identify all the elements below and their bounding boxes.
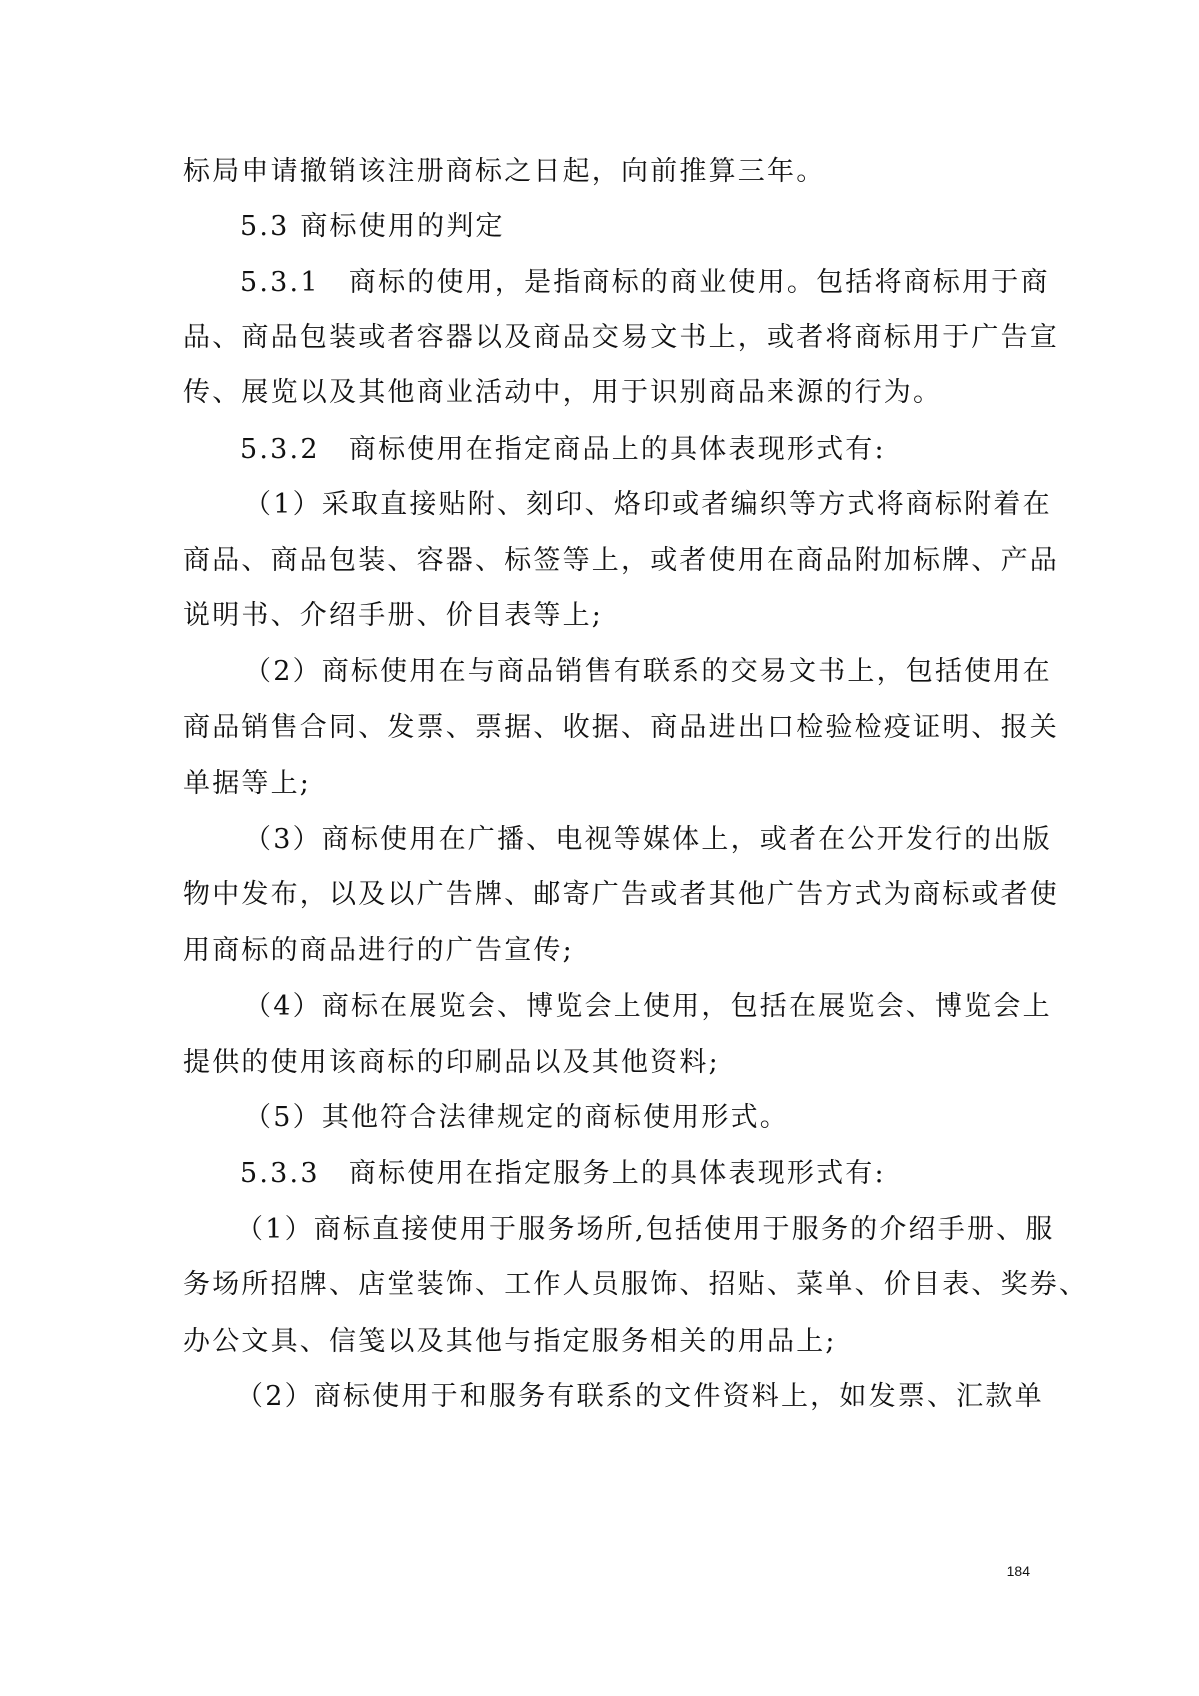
text-line: 用商标的商品进行的广告宣传;: [183, 935, 574, 966]
text-line: 商品销售合同、发票、票据、收据、商品进出口检验检疫证明、报关: [183, 712, 1059, 743]
text-line: 说明书、介绍手册、价目表等上;: [183, 600, 604, 631]
text-line: 物中发布，以及以广告牌、邮寄广告或者其他广告方式为商标或者使: [183, 879, 1059, 910]
text-line: （2）商标使用在与商品销售有联系的交易文书上，包括使用在: [244, 656, 1052, 687]
text-line: （5）其他符合法律规定的商标使用形式。: [244, 1102, 789, 1133]
text-line: 提供的使用该商标的印刷品以及其他资料;: [183, 1047, 720, 1078]
text-line: 传、展览以及其他商业活动中，用于识别商品来源的行为。: [183, 377, 943, 408]
text-line: （2）商标使用于和服务有联系的文件资料上，如发票、汇款单: [236, 1381, 1044, 1412]
text-line: 商品、商品包装、容器、标签等上，或者使用在商品附加标牌、产品: [183, 545, 1059, 576]
text-line: （3）商标使用在广播、电视等媒体上，或者在公开发行的出版: [244, 824, 1052, 855]
text-line: 务场所招牌、店堂装饰、工作人员服饰、招贴、菜单、价目表、奖券、: [183, 1269, 1089, 1300]
text-line: 标局申请撤销该注册商标之日起，向前推算三年。: [183, 156, 826, 187]
text-line: 品、商品包装或者容器以及商品交易文书上，或者将商标用于广告宣: [183, 322, 1059, 353]
text-line: 办公文具、信笺以及其他与指定服务相关的用品上;: [183, 1326, 837, 1357]
text-line: 5.3.1 商标的使用，是指商标的商业使用。包括将商标用于商: [240, 267, 1050, 298]
text-line: 5.3.2 商标使用在指定商品上的具体表现形式有:: [240, 434, 886, 465]
page-number: 184: [1006, 1563, 1030, 1579]
text-line: （1）采取直接贴附、刻印、烙印或者编织等方式将商标附着在: [244, 489, 1052, 520]
text-line: （4）商标在展览会、博览会上使用，包括在展览会、博览会上: [244, 991, 1052, 1022]
text-line: 5.3.3 商标使用在指定服务上的具体表现形式有:: [240, 1158, 886, 1189]
text-line: 单据等上;: [183, 768, 312, 799]
text-line: （1）商标直接使用于服务场所,包括使用于服务的介绍手册、服: [236, 1214, 1055, 1245]
section-heading: 5.3 商标使用的判定: [240, 211, 505, 242]
